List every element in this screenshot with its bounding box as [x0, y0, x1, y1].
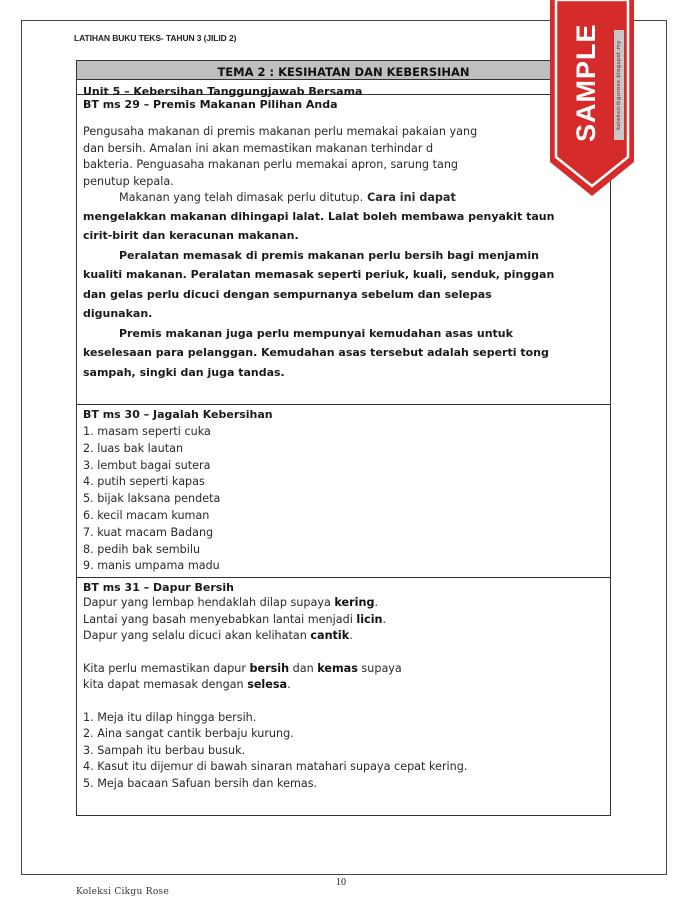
text-line: Premis makanan juga perlu mempunyai kemudahan asas untuk	[119, 326, 513, 340]
text-line: bakteria. Penguasaha makanan perlu memakai apron, sarung tang	[83, 158, 459, 171]
list-item: 7. kuat macam Badang	[83, 525, 214, 539]
ribbon-watermark-text: koleksicikgurose.blogspot.my	[614, 30, 624, 140]
content-table	[76, 60, 611, 816]
text-line: Makanan yang telah dimasak perlu ditutup.	[119, 191, 364, 204]
list-item: 1. Meja itu dilap hingga bersih.	[83, 710, 257, 724]
sentence: Lantai yang basah menyebabkan lantai menjadi licin.	[83, 612, 387, 626]
text-line-bold: Cara ini dapat	[363, 191, 456, 204]
document-header: LATIHAN BUKU TEKS- TAHUN 3 (JILID 2)	[74, 33, 237, 43]
section-title: BT ms 30 – Jagalah Kebersihan	[83, 408, 273, 421]
tema-heading-row	[77, 61, 610, 80]
footer-note: Koleksi Cikgu Rose	[76, 887, 170, 897]
text-line: keselesaan para pelanggan. Kemudahan asas tersebut adalah seperti tong	[83, 346, 549, 359]
numbered-sentences	[83, 710, 604, 793]
section-title: BT ms 29 – Premis Makanan Pilihan Anda	[83, 98, 338, 111]
list-item: 4. Kasut itu dijemur di bawah sinaran matahari supaya cepat kering.	[83, 760, 468, 773]
page-number: 10	[336, 877, 346, 888]
paragraph-lalat	[83, 207, 604, 383]
list-item: 3. Sampah itu berbau busuk.	[83, 743, 246, 757]
text-line: Pengusaha makanan di premis makanan perlu memakai pakaian yang	[83, 125, 478, 138]
unit-heading-row	[77, 80, 610, 98]
text-line: cirit-birit dan keracunan makanan.	[83, 229, 299, 242]
list-item: 4. putih seperti kapas	[83, 475, 205, 489]
section-dapur-bersih	[77, 578, 610, 816]
list-item: 2. Aina sangat cantik berbaju kurung.	[83, 727, 294, 740]
text-line: penutup kepala.	[83, 174, 174, 188]
sentence: Kita perlu memastikan dapur bersih dan kemas supaya	[83, 661, 402, 675]
list-item: 6. kecil macam kuman	[83, 508, 210, 522]
list-item: 2. luas bak lautan	[83, 441, 184, 455]
paragraph-pengusaha	[83, 124, 604, 207]
section-title: BT ms 31 – Dapur Bersih	[83, 581, 234, 594]
section-jagalah-kebersihan	[77, 405, 610, 578]
sentence: kita dapat memasak dengan selesa.	[83, 678, 291, 691]
list-item: 3. lembut bagai sutera	[83, 458, 211, 472]
text-line: digunakan.	[83, 307, 153, 320]
tema-heading: TEMA 2 : KESIHATAN DAN KEBERSIHAN	[217, 65, 470, 79]
text-line: sampah, singki dan juga tandas.	[83, 365, 285, 379]
sentence: Dapur yang selalu dicuci akan kelihatan cantik.	[83, 629, 353, 642]
text-line: kualiti makanan. Peralatan memasak seperti periuk, kuali, senduk, pinggan	[83, 268, 555, 281]
list-item: 1. masam seperti cuka	[83, 425, 211, 438]
list-item: 8. pedih bak sembilu	[83, 542, 201, 556]
text-line: dan gelas perlu dicuci dengan sempurnanya sebelum dan selepas	[83, 287, 492, 301]
sentence: Dapur yang lembap hendaklah dilap supaya kering.	[83, 596, 379, 609]
simile-list	[83, 424, 604, 575]
section-premis-makanan	[77, 95, 610, 405]
sample-label: SAMPLE	[571, 23, 601, 142]
list-item: 5. Meja bacaan Safuan bersih dan kemas.	[83, 776, 318, 790]
text-line: Peralatan memasak di premis makanan perlu bersih bagi menjamin	[119, 248, 539, 262]
unit-heading: Unit 5 – Kebersihan Tanggungjawab Bersama	[83, 85, 363, 98]
text-line: mengelakkan makanan dihingapi lalat. Lalat boleh membawa penyakit taun	[83, 209, 555, 223]
list-item: 5. bijak laksana pendeta	[83, 492, 221, 506]
list-item: 9. manis umpama madu	[83, 559, 220, 573]
text-line: dan bersih. Amalan ini akan memastikan makanan terhindar d	[83, 141, 434, 155]
